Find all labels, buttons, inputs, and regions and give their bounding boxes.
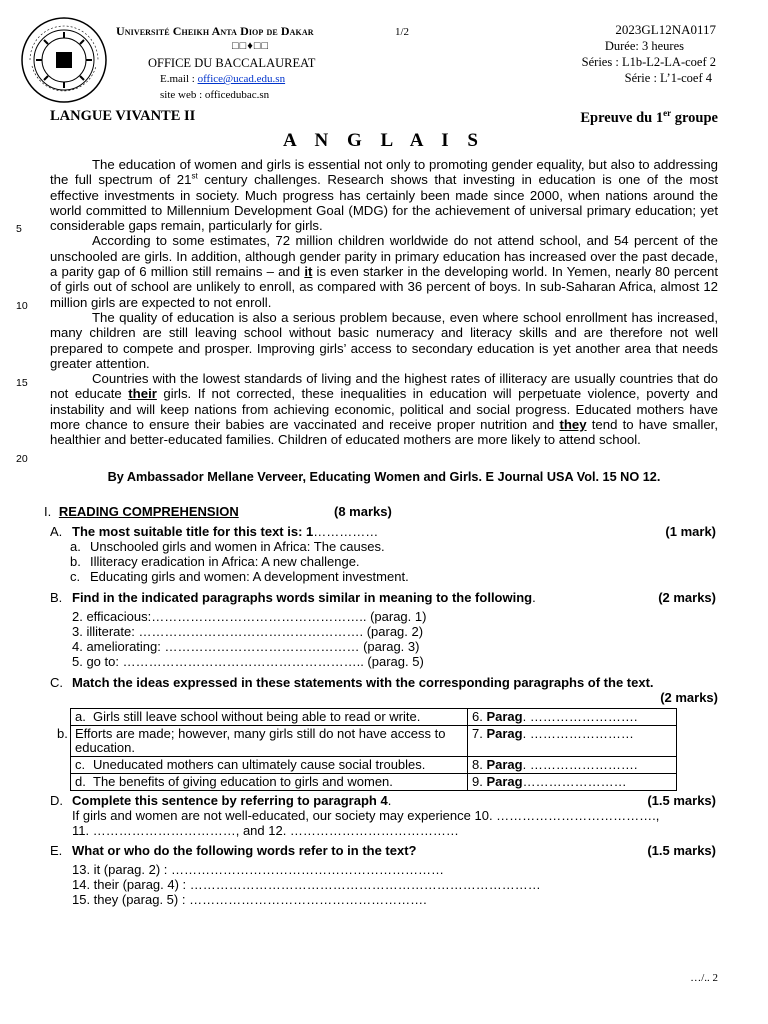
exam-series-2: Série : L’1-coef 4	[624, 71, 712, 85]
subject-group: LANGUE VIVANTE II	[50, 108, 196, 124]
header-symbols: □□♦□□	[232, 40, 270, 52]
reading-passage	[50, 157, 718, 448]
reference-item: 14. their (parag. 4) : ………………………………………………………………………	[72, 877, 541, 892]
paragraph-4: Countries with the lowest standards of living and the highest rates of illiteracy are usually countries that do not educate their girls. If not corrected, these inequalities in education will perpetuate violence, poverty and instability and will keep nations from achieving economic, political and social progress. Educated mothers have more chance to ensure their babies are vaccinated and receive proper nutrition and they tend to have smaller, healthier and better-educated families. Children of educated mothers are more likely to attend school.	[50, 371, 718, 448]
statement-cell: d. The benefits of giving education to girls and women.	[71, 774, 468, 791]
table-row	[71, 774, 677, 791]
page-title: A N G L A I S	[283, 130, 485, 151]
paragraph-3: The quality of education is also a serious problem because, even where school enrollment has increased, many children are still leaving school without basic numeracy and literacy skills and are therefore not well prepared to compete and prosper. Improving girls’ access to secondary education is yet another area that needs greater attention.	[50, 309, 718, 371]
table-row	[71, 757, 677, 774]
line-number: 10	[16, 300, 28, 312]
answer-cell: 8. Parag. …………………….	[468, 757, 677, 774]
question-d: D. Complete this sentence by referring to paragraph 4. (1.5 marks) If girls and women are not well-educated, our society may experience 10. ………………………………., 11. ……………………………, and 12. …………………………………	[50, 793, 716, 838]
paragraph-2: According to some estimates, 72 million children worldwide do not attend school, and 54 percent of the unschooled are girls. In addition, although gender parity in primary education has increased over the past decade, a parity gap of 6 million still remains – and it is even starker in the developing world. In Yemen, nearly 80 percent of girls out of school are unlikely to enroll, as compared with 36 percent of boys. In sub-Saharan Africa, almost 12 million girls are expected to not enroll.	[50, 233, 719, 310]
question-e-marks: (1.5 marks)	[647, 843, 716, 858]
epreuve-group: Epreuve du 1er groupe	[580, 108, 718, 126]
email-line: E.mail : office@ucad.edu.sn	[160, 73, 286, 85]
line-number: 5	[16, 223, 22, 235]
completion-line: If girls and women are not well-educated, our society may experience 10. ……………………………….,	[72, 808, 660, 823]
statement-cell: b. Efforts are made; however, many girls still do not have access to education.	[71, 726, 468, 757]
line-number: 15	[16, 377, 28, 389]
exam-info	[582, 22, 716, 86]
website-line: site web : officedubac.sn	[160, 89, 270, 101]
section-heading: I. READING COMPREHENSION (8 marks)	[44, 504, 392, 519]
vocab-item: 3. illiterate: ……………………………………………. (parag. 2)	[72, 624, 424, 639]
question-c-marks: (2 marks)	[660, 690, 718, 705]
matching-table	[57, 708, 677, 791]
table-row	[71, 709, 677, 726]
office-name: OFFICE DU BACCALAUREAT	[148, 56, 316, 70]
question-a-marks: (1 mark)	[665, 524, 716, 539]
exam-duration: Durée: 3 heures	[604, 39, 684, 53]
question-c: C. Match the ideas expressed in these statements with the corresponding paragraphs of the text. (2 marks)	[50, 675, 718, 705]
answer-cell: 7. Parag. ……………………	[468, 726, 677, 757]
reference-item: 15. they (parag. 5) : ……………………………………………….	[72, 892, 427, 907]
option-a: a. Unschooled girls and women in Africa: The causes.	[70, 539, 385, 554]
reference-item: 13. it (parag. 2) : ………………………………………………………	[72, 862, 444, 877]
vocab-item: 4. ameliorating: ……………………………………… (parag. 3)	[72, 639, 420, 654]
question-a: A. The most suitable title for this text is: 1…………… (1 mark) a. Unschooled girls and women in Africa: The causes. b. Illiteracy eradication in Africa: A new challenge. c. Educating girls and women: A development investment.	[50, 524, 716, 584]
paragraph-1: The education of women and girls is essential not only to promoting gender equality, but also to addressing the full spectrum of 21st century challenges. Research shows that investing in education is one of the most effective investments in society. Much progress has certainly been made since 2000, when nations around the world committed to Millennium Development Goal (MDG) for the achievement of universal primary education; yet considerable gaps remain, particularly for girls.	[50, 157, 718, 234]
page-continuation: …/.. 2	[690, 972, 718, 984]
option-c: c. Educating girls and women: A development investment.	[70, 569, 409, 584]
answer-cell: 9. Parag……………………	[468, 774, 677, 791]
completion-line: 11. ……………………………, and 12. …………………………………	[72, 823, 459, 838]
page-indicator: 1/2	[395, 26, 410, 38]
website-value: officedubac.sn	[204, 89, 270, 101]
statement-cell: c. Uneducated mothers can ultimately cause social troubles.	[71, 757, 468, 774]
passage-source: By Ambassador Mellane Verveer, Educating Women and Girls. E Journal USA Vol. 15 NO 12.	[107, 470, 661, 484]
email-link[interactable]: office@ucad.edu.sn	[197, 73, 286, 85]
question-b: B. Find in the indicated paragraphs words similar in meaning to the following. (2 marks) 2. efficacious:………………………………………….. (parag. 1) 3. illiterate: ……………………………………………. (parag. 2) 4. ameliorating: ……………………………………… (parag. 3) 5. go to: ……………………………………………….. (parag. 5)	[50, 590, 716, 669]
ucad-seal-logo	[20, 16, 108, 104]
statement-cell: a. Girls still leave school without being able to read or write.	[71, 709, 468, 726]
exam-series-1: Séries : L1b-L2-LA-coef 2	[581, 55, 716, 69]
line-number: 20	[16, 453, 28, 465]
option-b: b. Illiteracy eradication in Africa: A new challenge.	[70, 554, 360, 569]
answer-cell: 6. Parag. …………………….	[468, 709, 677, 726]
vocab-item: 5. go to: ……………………………………………….. (parag. 5)	[72, 654, 424, 669]
exam-code: 2023GL12NA0117	[615, 22, 716, 37]
table-row	[71, 726, 677, 757]
university-name: Université Cheikh Anta Diop de Dakar	[116, 24, 314, 38]
question-d-marks: (1.5 marks)	[647, 793, 716, 808]
question-b-marks: (2 marks)	[658, 590, 716, 605]
vocab-item: 2. efficacious:………………………………………….. (parag. 1)	[72, 609, 427, 624]
question-e: E. What or who do the following words refer to in the text? (1.5 marks) 13. it (parag. 2) : ……………………………………………………… 14. their (parag. 4) : ……………………………………………………………………… 15. they (parag. 5) : ……………………………………………….	[50, 843, 716, 907]
